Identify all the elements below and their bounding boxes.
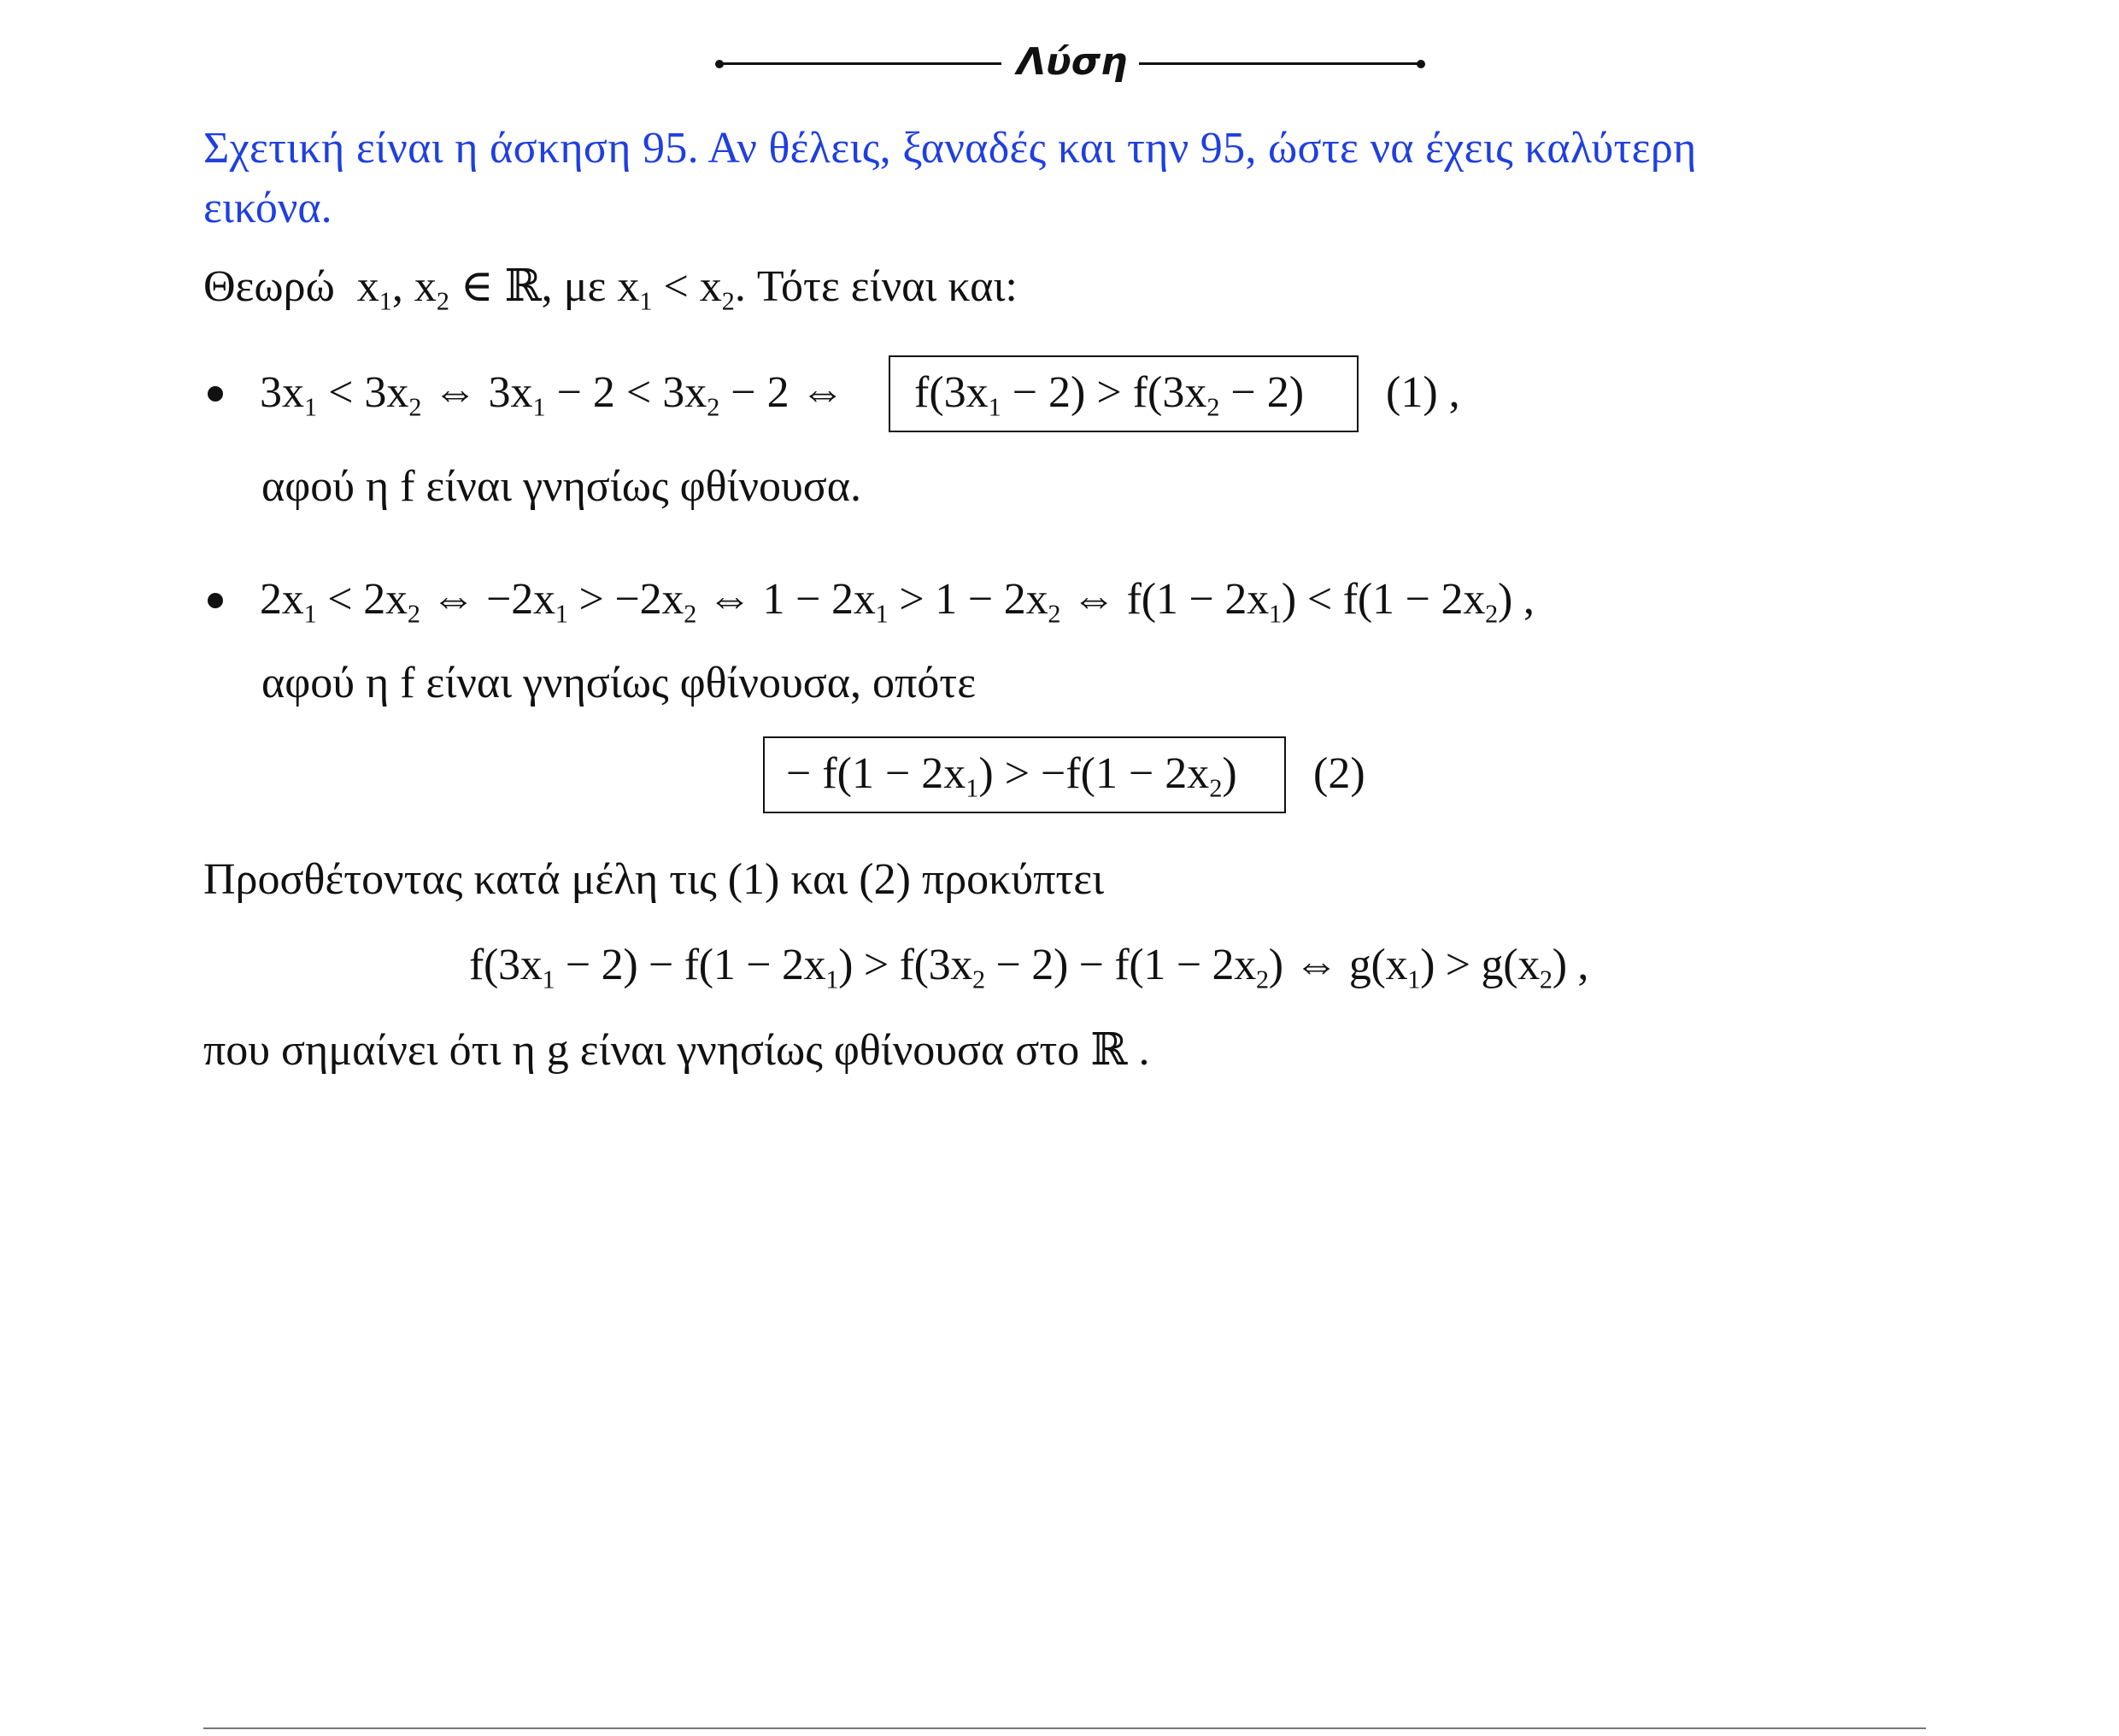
conclusion-final-text: που σημαίνει ότι η g είναι γνησίως φθίνουσα στο: [203, 1026, 1080, 1075]
bullet-1-chain: $3x_1 < 3x_2$ ⇔ $3x_1 - 2 < 3x_2 - 2$ ⇔: [260, 368, 845, 422]
boxed-inequality-1-text: $f(3x_1 - 2) > f(3x_2 - 2)$: [914, 368, 1305, 422]
reals-symbol-2: ℝ: [1090, 1026, 1128, 1075]
final-equation: $f(3x_1 - 2) - f(1 - 2x_1) > f(3x_2 - 2) - f(1 - 2x_2)$ ⇔ $g(x_1) > g(x_2)$ ,: [469, 941, 1589, 994]
header-right-dot: [1417, 60, 1425, 68]
equation-tag-1: (1) ,: [1386, 368, 1460, 417]
equation-tag-1-label: (1): [1386, 368, 1438, 417]
boxed-inequality-2-text: − $f(1 - 2x_1) > -f(1 - 2x_2)$: [786, 749, 1237, 803]
intro-line-1: Σχετική είναι η άσκηση 95. Αν θέλεις, ξαναδές και την 95, ώστε να έχεις καλύτερη: [203, 124, 1697, 173]
assumption-line: Θεωρώ $x_1$, $x_2$ ∈ ℝ, με $x_1 < x_2$. Τότε είναι και:: [203, 262, 1018, 316]
equation-tag-2: (2): [1313, 749, 1365, 798]
bullet-2-marker: [208, 593, 223, 608]
conclusion-final-line: που σημαίνει ότι η g είναι γνησίως φθίνουσα στο ℝ .: [203, 1026, 1150, 1075]
header-left-rule: [719, 62, 1001, 65]
assumption-prefix: Θεωρώ: [203, 262, 335, 311]
intro-line-2: εικόνα.: [203, 184, 332, 232]
bullet-1-note: αφού η f είναι γνησίως φθίνουσα.: [261, 462, 862, 511]
assumption-with: , με: [541, 262, 607, 311]
header-right-rule: [1139, 62, 1421, 65]
assumption-suffix: . Τότε είναι και:: [734, 262, 1018, 311]
bullet-2-chain: $2x_1 < 2x_2$ ⇔ $-2x_1 > -2x_2$ ⇔ $1 - 2x_1 > 1 - 2x_2$ ⇔ $f(1 - 2x_1) < f(1 - 2x_2)$ ,: [260, 575, 1535, 629]
bullet-1-marker: [208, 386, 223, 402]
header-title: Λύση: [1017, 40, 1128, 84]
footer-rule: [203, 1727, 1926, 1729]
bullet-2-note: αφού η f είναι γνησίως φθίνουσα, οπότε: [261, 659, 977, 707]
conclusion-intro: Προσθέτοντας κατά μέλη τις (1) και (2) προκύπτει: [203, 855, 1105, 904]
reals-symbol: ℝ: [504, 262, 542, 311]
